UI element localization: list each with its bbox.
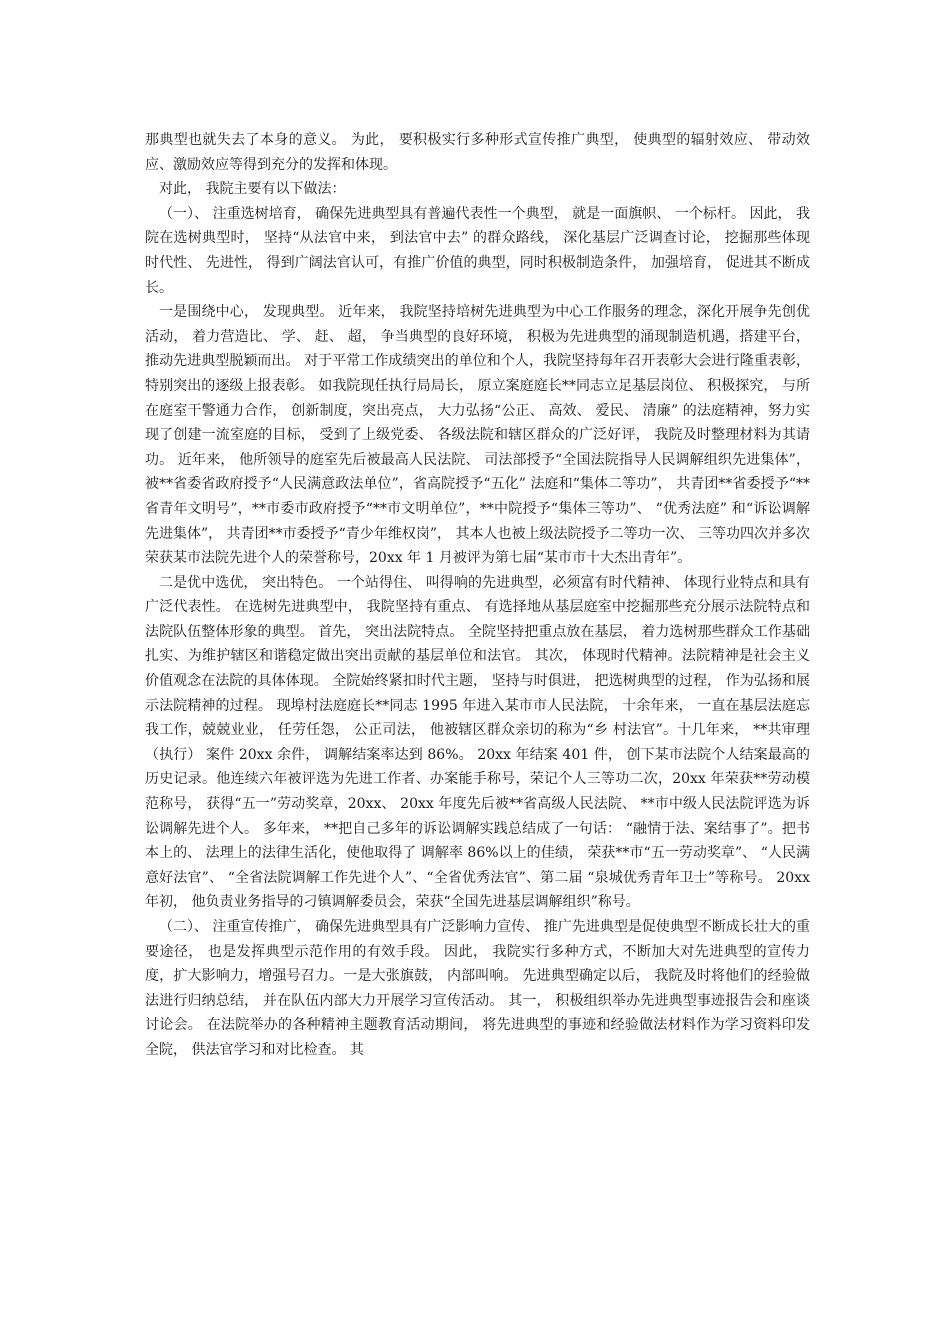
paragraph-3: （一）、 注重选树培育， 确保先进典型具有普遍代表性一个典型， 就是一面旗帜、 一个标杆。 因此， 我院在选树典型时， 坚持“从法官中来， 到法官中去” 的群众路线， 深化基层广泛调查讨论， 挖掘那些体现时代性、 先进性， 得到广阔法官认可，有推广价值的典型，同时积极制造条件， 加强培育， 促进其不断成长。: [145, 205, 810, 296]
document-body: [145, 128, 810, 1063]
paragraph-5: 二是优中选优， 突出特色。 一个站得住、 叫得响的先进典型，必须富有时代精神、 体现行业特点和具有广泛代表性。 在选树先进典型中， 我院坚持有重点、 有选择地从基层庭室中挖掘那些充分展示法院特点和法院队伍整体形象的典型。 首先， 突出法院特点。 全院坚持把重点放在基层， 着力选树那些群众工作基础扎实、为维护辖区和谐稳定做出突出贡献的基层单位和法官。 其次， 体现时代精神。法院精神是社会主义价值观念在法院的具体体现。 全院始终紧扣时代主题， 坚持与时俱进， 把选树典型的过程， 作为弘扬和展示法院精神的过程。 现埠村法庭庭长**同志 1995 年进入某市市人民法院， 十余年来， 一直在基层法庭忘我工作，兢兢业业， 任劳任怨， 公正司法， 他被辖区群众亲切的称为“乡 村法官”。十几年来， **共审理（执行） 案件 20xx 余件， 调解结案率达到 86%。 20xx 年结案 401 件， 创下某市法院个人结案最高的历史记录。他连续六年被评选为先进工作者、办案能手称号，荣记个人三等功二次，20xx 年荣获**劳动模范称号， 获得“五一”劳动奖章，20xx、 20xx 年度先后被**省高级人民法院、 **市中级人民法院评选为诉讼调解先进个人。 多年来， **把自己多年的诉讼调解实践总结成了一句话： “融情于法、案结事了”。把书本上的、 法理上的法律生活化，使他取得了 调解率 86%以上的佳绩， 荣获**市“五一劳动奖章”、 “人民满意好法官”、 “全省法院调解工作先进个人”、“全省优秀法官”、第二届 “泉城优秀青年卫士”等称号。 20xx 年初， 他负责业务指导的刁镇调解委员会，荣获“全国先进基层调解组织”称号。: [145, 574, 810, 911]
paragraph-1: 那典型也就失去了本身的意义。 为此， 要积极实行多种形式宣传推广典型， 使典型的辐射效应、 带动效应、激励效应等得到充分的发挥和体现。: [145, 132, 810, 173]
paragraph-6: （二）、 注重宣传推广， 确保先进典型具有广泛影响力宣传、 推广先进典型是促使典型不断成长壮大的重要途径， 也是发挥典型示范作用的有效手段。 因此， 我院实行多种方式，不断加大对先进典型的宣传力度，扩大影响力，增强号召力。一是大张旗鼓， 内部叫响。 先进典型确定以后， 我院及时将他们的经验做法进行归纳总结， 并在队伍内部大力开展学习宣传活动。 其一， 积极组织举办先进典型事迹报告会和座谈讨论会。 在法院举办的各种精神主题教育活动期间， 将先进典型的事迹和经验做法材料作为学习资料印发全院， 供法官学习和对比检查。 其: [145, 919, 810, 1058]
paragraph-4: 一是围绕中心， 发现典型。 近年来， 我院坚持培树先进典型为中心工作服务的理念，深化开展争先创优活动， 着力营造比、 学、 赶、 超， 争当典型的良好环境， 积极为先进典型的涌现制造机遇，搭建平台， 推动先进典型脱颖而出。 对于平常工作成绩突出的单位和个人，我院坚持每年召开表彰大会进行隆重表彰， 特别突出的逐级上报表彰。 如我院现任执行局局长， 原立案庭庭长**同志立足基层岗位、 积极探究， 与所在庭室干警通力合作， 创新制度，突出亮点， 大力弘扬“公正、 高效、 爱民、 清廉” 的法庭精神，努力实现了创建一流室庭的目标， 受到了上级党委、 各级法院和辖区群众的广泛好评， 我院及时整理材料为其请功。 近年来， 他所领导的庭室先后被最高人民法院、 司法部授予“全国法院指导人民调解组织先进集体”， 被**省委省政府授予“人民满意政法单位”，省高院授予“五化” 法庭和“集体二等功”， 共青团**省委授予“**省青年文明号”，**市委市政府授予“**市文明单位”，**中院授予“集体三等功”、 “优秀法庭” 和“诉讼调解先进集体”， 共青团**市委授予“青少年维权岗”， 其本人也被上级法院授予二等功一次、 三等功四次并多次荣获某市法院先进个人的荣誉称号，20xx 年 1 月被评为第七届“某市市十大杰出青年”。: [145, 304, 810, 567]
paragraph-2: 对此， 我院主要有以下做法：: [159, 181, 346, 198]
